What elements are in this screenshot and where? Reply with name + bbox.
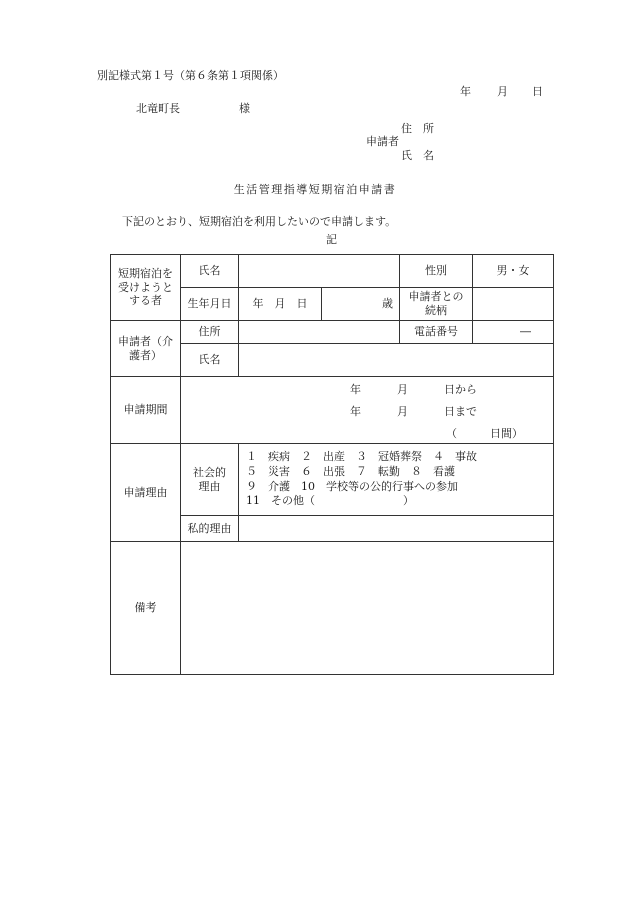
- document-title: 生活管理指導短期宿泊申請書: [233, 183, 397, 196]
- applicant-name-field[interactable]: [239, 344, 554, 377]
- reason-line: １ 疾病 ２ 出産 ３ 冠婚葬祭 ４ 事故: [246, 449, 477, 463]
- phone-field[interactable]: ―: [473, 321, 554, 344]
- phone-label: 電話番号: [400, 321, 473, 344]
- period-from-year: 年: [350, 383, 361, 396]
- social-reason-label: 社会的理由: [181, 444, 239, 516]
- address-field[interactable]: [239, 321, 400, 344]
- date-year-label: 年: [460, 85, 471, 98]
- address-label: 住 所: [401, 122, 434, 135]
- period-to-day: 日まで: [444, 405, 477, 418]
- birthdate-label: 生年月日: [181, 288, 239, 321]
- sex-label: 性別: [400, 255, 473, 288]
- period-from-month: 月: [397, 383, 408, 396]
- period-label: 申請期間: [111, 377, 181, 444]
- relation-field[interactable]: [473, 288, 554, 321]
- private-reason-field[interactable]: [239, 516, 554, 542]
- name-label-cell: 氏名: [181, 255, 239, 288]
- form-number: 別記様式第１号（第６条第１項関係）: [97, 69, 284, 82]
- reason-line: ５ 災害 ６ 出張 ７ 転勤 ８ 看護: [246, 464, 455, 478]
- period-from-day: 日から: [444, 383, 477, 396]
- reason-line: 11 その他（ ）: [246, 494, 414, 508]
- applicant-label: 申請者: [366, 135, 399, 148]
- private-reason-label: 私的理由: [181, 516, 239, 542]
- ki-label: 記: [326, 233, 337, 246]
- period-to-year: 年: [350, 405, 361, 418]
- period-field[interactable]: [181, 377, 554, 444]
- age-field[interactable]: 歳: [322, 288, 400, 321]
- remarks-field[interactable]: [181, 542, 554, 675]
- application-table: [110, 254, 554, 675]
- remarks-label: 備考: [111, 542, 181, 675]
- honorific: 様: [239, 102, 250, 115]
- name-field[interactable]: [239, 255, 400, 288]
- relation-label: 申請者との続柄: [400, 288, 473, 321]
- applicant-name-label: 氏名: [181, 344, 239, 377]
- period-days: （ 日間）: [446, 427, 523, 440]
- name-label: 氏 名: [401, 149, 434, 162]
- reason-line: ９ 介護 10 学校等の公的行事への参加: [246, 479, 458, 493]
- subject-header: 短期宿泊を受けようとする者: [111, 255, 181, 321]
- address-label-cell: 住所: [181, 321, 239, 344]
- addressee: 北竜町長: [136, 102, 180, 115]
- reason-label: 申請理由: [111, 444, 181, 542]
- sex-value[interactable]: 男・女: [473, 255, 554, 288]
- intro-text: 下記のとおり、短期宿泊を利用したいので申請します。: [122, 215, 397, 228]
- date-month-label: 月: [497, 85, 508, 98]
- applicant-header: 申請者（介護者）: [111, 321, 181, 377]
- birthdate-field[interactable]: 年 月 日: [239, 288, 322, 321]
- social-reason-options[interactable]: [239, 444, 554, 516]
- date-day-label: 日: [532, 85, 543, 98]
- period-to-month: 月: [397, 405, 408, 418]
